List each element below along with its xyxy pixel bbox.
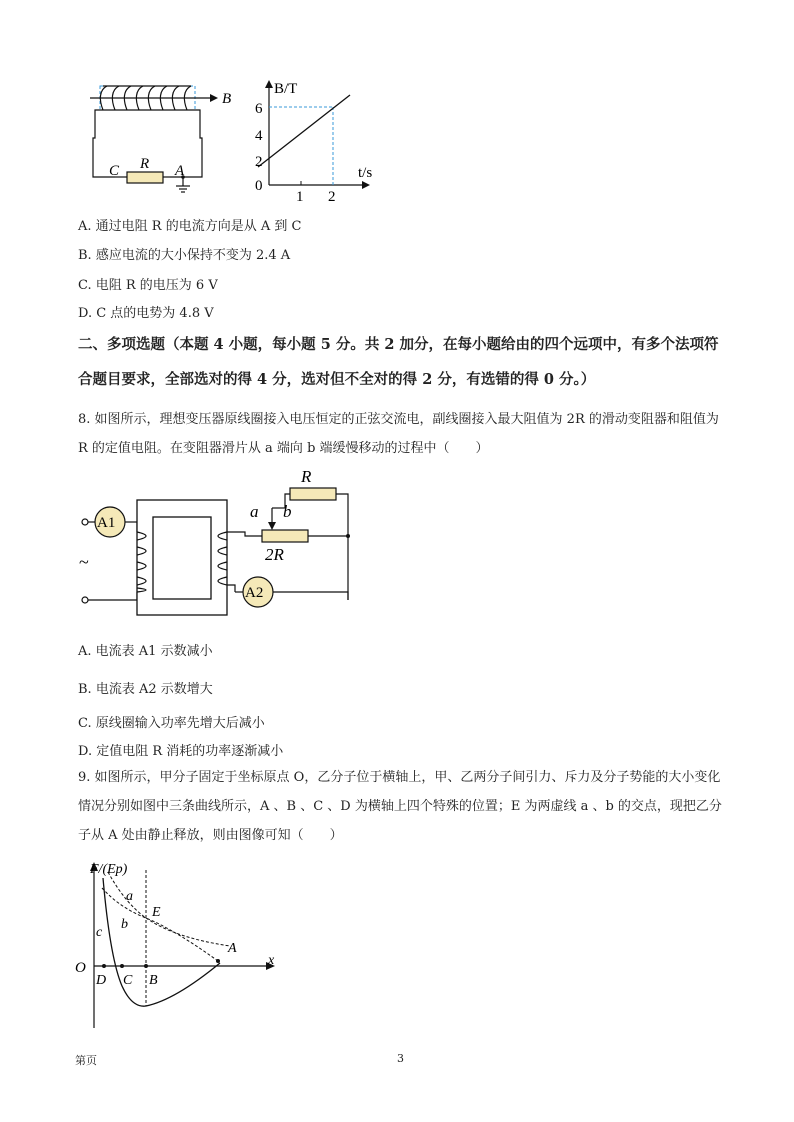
q7-option-c: C. 电阻 R 的电压为 6 V: [78, 278, 218, 293]
q9-point-B: B: [149, 973, 158, 988]
q7-bt-graph: [250, 78, 390, 208]
q7-ytick-4: 4: [255, 128, 263, 144]
q8-option-a: A. 电流表 A1 示数减小: [78, 644, 213, 659]
q7-label-B: B: [222, 91, 232, 107]
q8-option-d: D. 定值电阻 R 消耗的功率逐渐减小: [78, 744, 284, 759]
q7-option-b: B. 感应电流的大小保持不变为 2.4 A: [78, 248, 291, 263]
q8-option-c: C. 原线圈输入功率先增大后减小: [78, 716, 265, 731]
q9-molecular-graph: [70, 858, 290, 1036]
q7-label-A: A: [175, 163, 185, 179]
q8-label-R: R: [301, 467, 312, 486]
q8-meter-a2: A2: [245, 585, 264, 601]
q8-label-a: a: [250, 502, 259, 521]
q7-label-R: R: [140, 156, 150, 172]
q9-ylabel: F/(Ep): [90, 862, 128, 877]
q9-point-E: E: [152, 905, 161, 920]
q9-point-D: D: [96, 973, 107, 988]
footer-left: 第页: [75, 1054, 97, 1067]
section2-heading: 二、多项选题（本题 4 小题，每小题 5 分。共 2 加分，在每小题给由的四个远项中，有多个法项符合题目要求，全部选对的得 4 分，选对但不全对的得 2 分，有选错的得 0 分。）: [78, 336, 719, 388]
q7-graph-ylabel: B/T: [274, 81, 298, 97]
q7-option-a: A. 通过电阻 R 的电流方向是从 A 到 C: [78, 219, 302, 234]
q7-ytick-6: 6: [255, 101, 263, 117]
footer-page-number: 3: [397, 1052, 404, 1065]
q9-origin: O: [75, 960, 86, 976]
q8-label-2R: 2R: [265, 545, 284, 564]
q9-curve-c: c: [96, 925, 103, 940]
q9-point-C: C: [123, 973, 133, 988]
q8-option-b: B. 电流表 A2 示数增大: [78, 682, 213, 697]
q7-graph-origin: 0: [255, 178, 263, 194]
q9-curve-a: a: [126, 889, 133, 904]
q8-ac-symbol: ~: [79, 552, 89, 572]
q9-stem: 9. 如图所示，甲分子固定于坐标原点 O，乙分子位于横轴上，甲、乙两分子间引力、斥力及分子势能的大小变化情况分别如图中三条曲线所示，A 、B 、C 、D 为横轴上四个特殊的位置；E 为两虚线 a 、b 的交点，现把乙分子从 A 处由静止释放，则由图像可知（ ）: [78, 770, 722, 843]
q7-ytick-2: 2: [255, 154, 263, 170]
q8-transformer-figure: [75, 460, 365, 620]
q8-stem: 8. 如图所示，理想变压器原线圈接入电压恒定的正弦交流电，副线圈接入最大阻值为 2R 的滑动变阻器和阻值为 R 的定值电阻。在变阻器滑片从 a 端向 b 端缓慢移动的过程中（ ）: [78, 412, 719, 456]
q7-graph-xlabel: t/s: [358, 165, 373, 181]
q9-xlabel: x: [268, 953, 275, 968]
q7-option-d: D. C 点的电势为 4.8 V: [78, 306, 214, 321]
q7-circuit-figure: [85, 78, 245, 198]
q9-point-A: A: [228, 941, 237, 956]
q8-label-b: b: [283, 502, 292, 521]
q7-xtick-1: 1: [296, 189, 304, 205]
q9-curve-b: b: [121, 917, 128, 932]
q7-xtick-2: 2: [328, 189, 336, 205]
q7-label-C: C: [109, 163, 120, 179]
q8-meter-a1: A1: [97, 515, 116, 531]
